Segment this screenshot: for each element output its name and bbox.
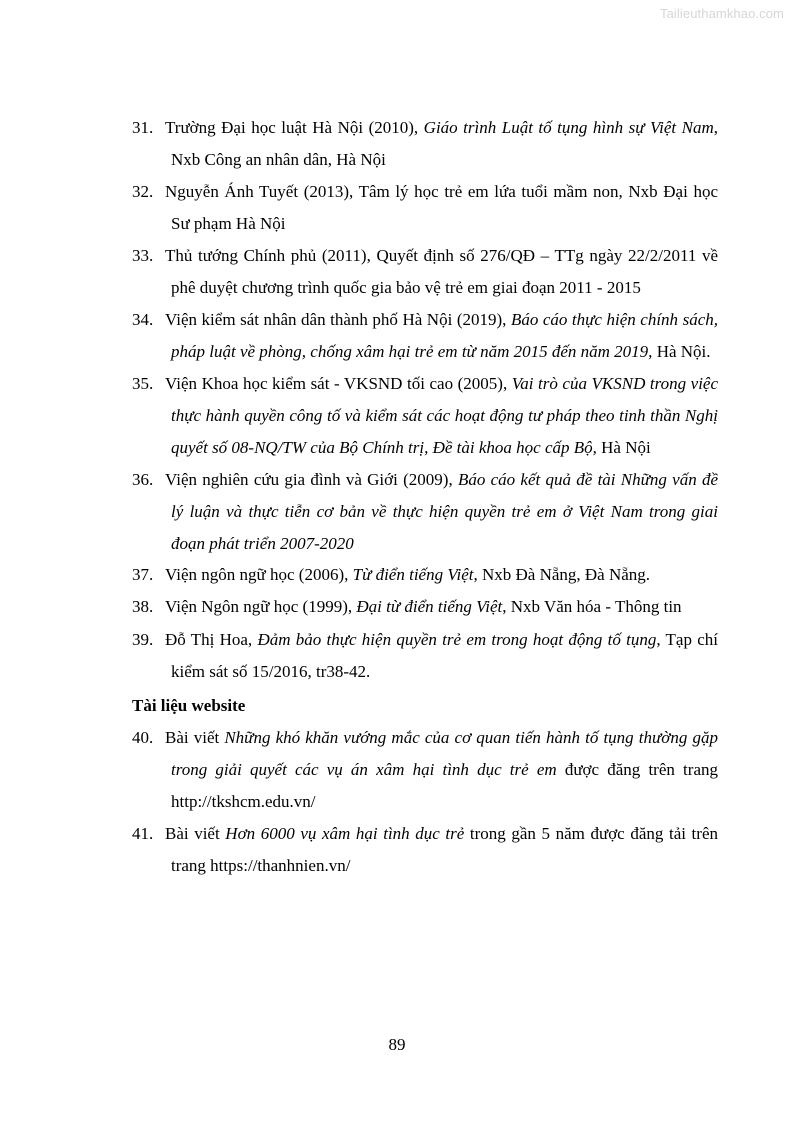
reference-publisher: , Nxb Công an nhân dân, Hà Nội: [171, 118, 718, 169]
reference-number: 31.: [132, 118, 154, 137]
reference-number: 36.: [132, 470, 154, 489]
reference-text: Viện kiểm sát nhân dân thành phố Hà Nội (2019),: [165, 310, 511, 329]
reference-publisher: được đăng trên trang http://tkshcm.edu.vn/: [171, 760, 718, 811]
reference-group-printed: [132, 112, 718, 688]
page-number: 89: [388, 1035, 406, 1054]
reference-item: [132, 464, 718, 560]
reference-text: Bài viết: [165, 728, 225, 747]
reference-item: [132, 240, 718, 304]
reference-title: Vai trò của VKSND trong việc thực hành quyền công tố và kiểm sát các hoạt động tư pháp theo tinh thần Nghị quyết số 08-NQ/TW của Bộ Chính trị, Đề tài khoa học cấp Bộ,: [171, 374, 719, 457]
reference-text: Trường Đại học luật Hà Nội (2010),: [165, 118, 424, 137]
reference-group-website: [132, 722, 718, 882]
reference-title: Hơn 6000 vụ xâm hại tình dục trẻ: [225, 824, 465, 843]
reference-publisher: , Tạp chí kiểm sát số 15/2016, tr38-42.: [171, 630, 718, 681]
watermark-text: Tailieuthamkhao.com: [659, 6, 784, 21]
reference-title: Đại từ điển tiếng Việt: [356, 597, 503, 616]
section-heading: Tài liệu website: [132, 696, 246, 715]
reference-text: Bài viết: [165, 824, 226, 843]
reference-number: 32.: [132, 182, 154, 201]
reference-text: Viện Khoa học kiểm sát - VKSND tối cao (2005),: [165, 374, 512, 393]
reference-number: 33.: [132, 246, 154, 265]
reference-title: Giáo trình Luật tố tụng hình sự Việt Nam: [423, 118, 714, 137]
reference-number: 34.: [132, 310, 154, 329]
reference-number: 39.: [132, 630, 154, 649]
reference-item: [132, 112, 718, 176]
reference-number: 38.: [132, 597, 154, 616]
reference-publisher: Hà Nội: [596, 438, 651, 457]
reference-text: Nguyễn Ánh Tuyết (2013), Tâm lý học trẻ em lứa tuổi mầm non, Nxb Đại học Sư phạm Hà Nội: [165, 182, 718, 233]
reference-item: [132, 818, 718, 882]
reference-item: [132, 560, 718, 590]
reference-number: 41.: [132, 824, 154, 843]
reference-item: [132, 368, 718, 464]
reference-item: [132, 592, 718, 622]
reference-text: Đỗ Thị Hoa,: [165, 630, 258, 649]
reference-item: [132, 722, 718, 818]
reference-title: Báo cáo thực hiện chính sách, pháp luật về phòng, chống xâm hại trẻ em từ năm 2015 đến năm 2019,: [171, 310, 718, 361]
reference-number: 35.: [132, 374, 154, 393]
reference-item: [132, 304, 718, 368]
reference-number: 40.: [132, 728, 154, 747]
reference-item: [132, 624, 718, 688]
reference-text: Viện nghiên cứu gia đình và Giới (2009),: [165, 470, 458, 489]
reference-text: Thủ tướng Chính phủ (2011), Quyết định số 276/QĐ – TTg ngày 22/2/2011 về phê duyệt chương trình quốc gia bảo vệ trẻ em giai đoạn 2011 - 2015: [165, 246, 718, 297]
reference-publisher: , Nxb Văn hóa - Thông tin: [502, 597, 682, 616]
reference-text: Viện ngôn ngữ học (2006),: [165, 565, 353, 584]
reference-list: [132, 112, 718, 882]
reference-title: Những khó khăn vướng mắc của cơ quan tiến hành tố tụng thường gặp trong giải quyết các vụ án xâm hại tình dục trẻ em: [171, 728, 718, 779]
reference-publisher: , Nxb Đà Nẵng, Đà Nẵng.: [473, 565, 651, 584]
reference-publisher: trong gần 5 năm được đăng tải trên trang https://thanhnien.vn/: [171, 824, 718, 875]
reference-title: Từ điển tiếng Việt: [352, 565, 474, 584]
reference-item: [132, 176, 718, 240]
reference-text: Viện Ngôn ngữ học (1999),: [165, 597, 357, 616]
reference-number: 37.: [132, 565, 154, 584]
reference-title: Báo cáo kết quả đề tài Những vấn đề lý luận và thực tiễn cơ bản về thực hiện quyền trẻ em ở Việt Nam trong giai đoạn phát triển 2007-2020: [171, 470, 718, 553]
reference-publisher: Hà Nội.: [652, 342, 711, 361]
reference-title: Đảm bảo thực hiện quyền trẻ em trong hoạt động tố tụng: [257, 630, 657, 649]
